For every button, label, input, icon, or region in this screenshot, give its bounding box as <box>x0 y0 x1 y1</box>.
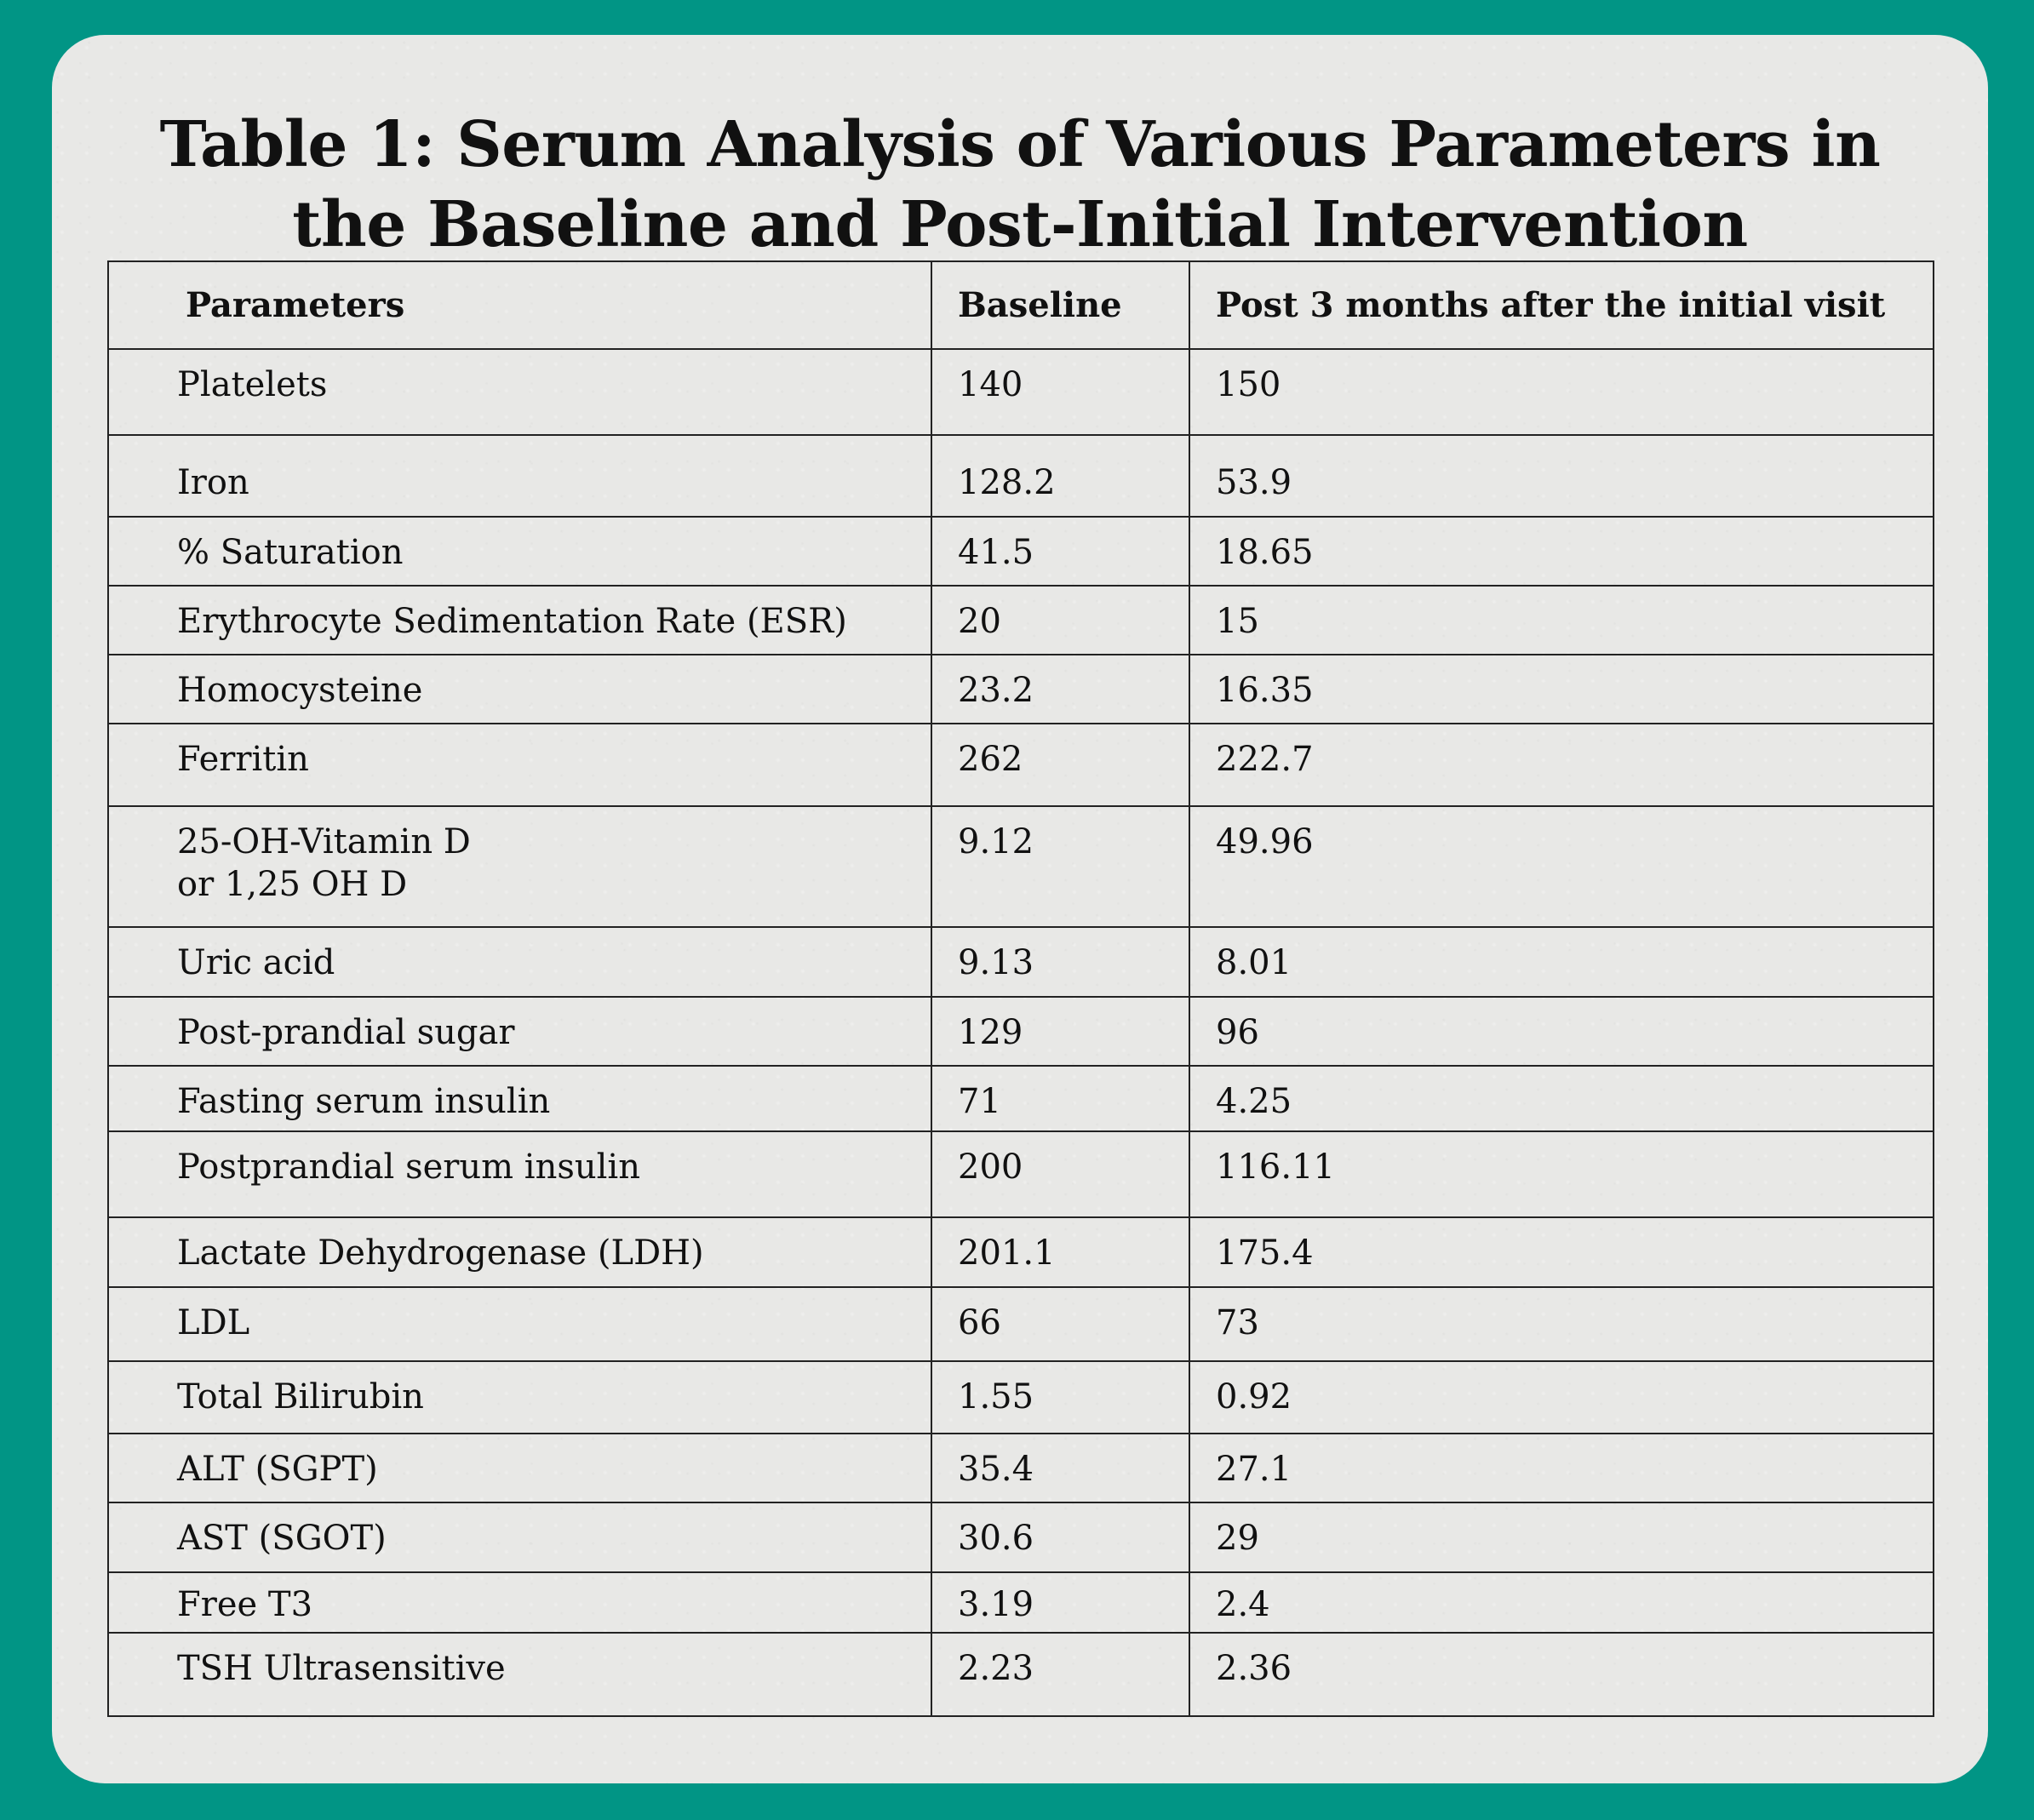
post-cell: 2.36 <box>1189 1633 1934 1716</box>
table-row <box>108 655 1934 724</box>
parameter-cell: Iron <box>108 435 931 517</box>
table-row <box>108 997 1934 1066</box>
baseline-cell: 201.1 <box>931 1217 1189 1287</box>
post-cell: 222.7 <box>1189 724 1934 806</box>
header-parameters: Parameters <box>108 261 931 349</box>
post-cell: 0.92 <box>1189 1361 1934 1434</box>
table-row <box>108 1131 1934 1217</box>
baseline-cell: 262 <box>931 724 1189 806</box>
document-card <box>52 35 1988 1783</box>
baseline-cell: 35.4 <box>931 1434 1189 1502</box>
post-cell: 150 <box>1189 349 1934 435</box>
table-title-line-2: the Baseline and Post-Initial Intervention <box>292 188 1748 261</box>
parameter-cell: 25-OH-Vitamin D or 1,25 OH D <box>108 806 931 927</box>
post-cell: 18.65 <box>1189 517 1934 586</box>
parameter-cell: Free T3 <box>108 1572 931 1633</box>
table-row <box>108 1434 1934 1502</box>
baseline-cell: 129 <box>931 997 1189 1066</box>
post-cell: 16.35 <box>1189 655 1934 724</box>
baseline-cell: 3.19 <box>931 1572 1189 1633</box>
baseline-cell: 9.13 <box>931 927 1189 997</box>
table-row <box>108 1502 1934 1572</box>
post-cell: 4.25 <box>1189 1066 1934 1131</box>
baseline-cell: 200 <box>931 1131 1189 1217</box>
baseline-cell: 1.55 <box>931 1361 1189 1434</box>
baseline-cell: 2.23 <box>931 1633 1189 1716</box>
parameter-cell: ALT (SGPT) <box>108 1434 931 1502</box>
table-row <box>108 435 1934 517</box>
serum-analysis-table <box>107 260 1934 1717</box>
post-cell: 8.01 <box>1189 927 1934 997</box>
post-cell: 2.4 <box>1189 1572 1934 1633</box>
table-header-row <box>108 261 1934 349</box>
parameter-cell: Postprandial serum insulin <box>108 1131 931 1217</box>
baseline-cell: 23.2 <box>931 655 1189 724</box>
table-row <box>108 1361 1934 1434</box>
post-cell: 27.1 <box>1189 1434 1934 1502</box>
table-row <box>108 349 1934 435</box>
parameter-cell: Lactate Dehydrogenase (LDH) <box>108 1217 931 1287</box>
parameter-cell: TSH Ultrasensitive <box>108 1633 931 1716</box>
table-row <box>108 1066 1934 1131</box>
table-row <box>108 1217 1934 1287</box>
table-row <box>108 1633 1934 1716</box>
baseline-cell: 128.2 <box>931 435 1189 517</box>
post-cell: 53.9 <box>1189 435 1934 517</box>
parameter-cell: AST (SGOT) <box>108 1502 931 1572</box>
baseline-cell: 9.12 <box>931 806 1189 927</box>
post-cell: 116.11 <box>1189 1131 1934 1217</box>
baseline-cell: 41.5 <box>931 517 1189 586</box>
table-row <box>108 927 1934 997</box>
parameter-cell: Fasting serum insulin <box>108 1066 931 1131</box>
post-cell: 49.96 <box>1189 806 1934 927</box>
parameter-cell: Uric acid <box>108 927 931 997</box>
parameter-cell: Erythrocyte Sedimentation Rate (ESR) <box>108 586 931 655</box>
baseline-cell: 140 <box>931 349 1189 435</box>
parameter-cell: Post-prandial sugar <box>108 997 931 1066</box>
parameter-cell: Total Bilirubin <box>108 1361 931 1434</box>
parameter-cell: Homocysteine <box>108 655 931 724</box>
parameter-cell: Ferritin <box>108 724 931 806</box>
header-post-3-months: Post 3 months after the initial visit <box>1189 261 1934 349</box>
baseline-cell: 71 <box>931 1066 1189 1131</box>
baseline-cell: 66 <box>931 1287 1189 1361</box>
table-row <box>108 586 1934 655</box>
baseline-cell: 30.6 <box>931 1502 1189 1572</box>
parameter-cell: % Saturation <box>108 517 931 586</box>
table-title-line-1: Table 1: Serum Analysis of Various Parameters in <box>159 108 1881 181</box>
post-cell: 96 <box>1189 997 1934 1066</box>
post-cell: 29 <box>1189 1502 1934 1572</box>
parameter-cell: LDL <box>108 1287 931 1361</box>
parameter-cell: Platelets <box>108 349 931 435</box>
header-baseline: Baseline <box>931 261 1189 349</box>
table-row <box>108 1287 1934 1361</box>
table-row <box>108 517 1934 586</box>
post-cell: 175.4 <box>1189 1217 1934 1287</box>
table-row <box>108 1572 1934 1633</box>
post-cell: 15 <box>1189 586 1934 655</box>
post-cell: 73 <box>1189 1287 1934 1361</box>
baseline-cell: 20 <box>931 586 1189 655</box>
table-row <box>108 806 1934 927</box>
table-row <box>108 724 1934 806</box>
table-title <box>52 105 1988 265</box>
